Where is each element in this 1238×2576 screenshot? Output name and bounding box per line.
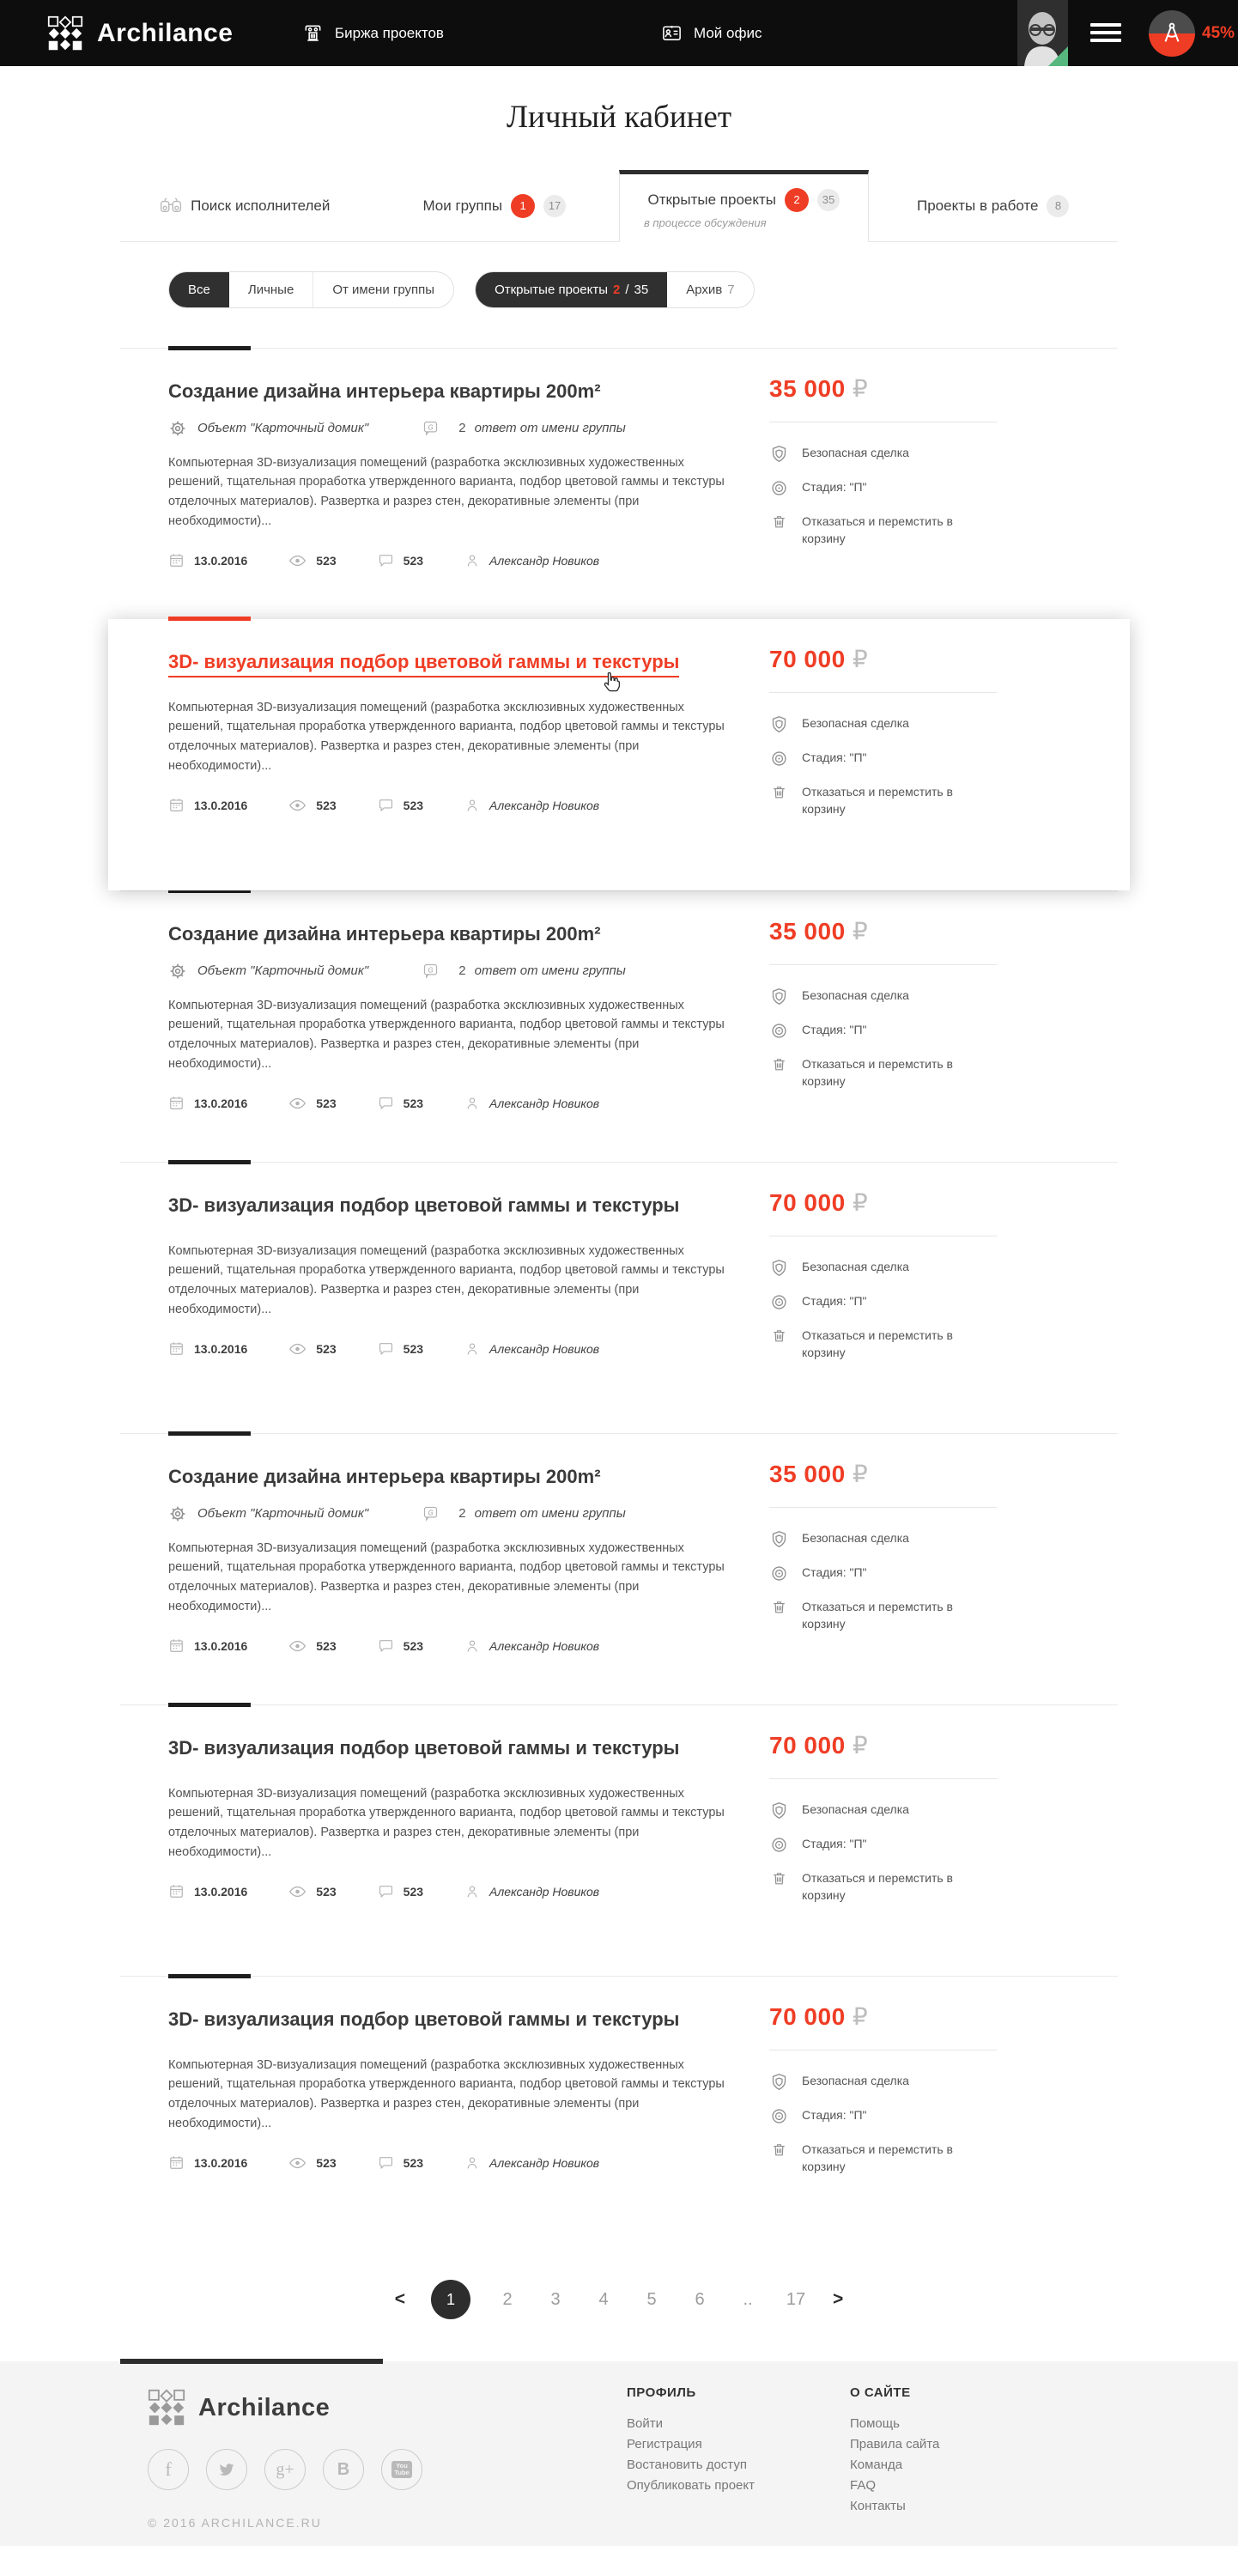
stage-action[interactable] bbox=[769, 1836, 997, 1854]
person-icon bbox=[464, 1341, 480, 1357]
filter-new-count: 2 bbox=[612, 283, 621, 297]
pagination-page-4[interactable]: 4 bbox=[598, 2289, 609, 2309]
date-value: 13.0.2016 bbox=[194, 2155, 248, 2170]
footer-link-publish-project[interactable]: Опубликовать проект bbox=[627, 2478, 755, 2493]
project-description: Компьютерная 3D-визуализация помещений (разработка эксклюзивных художественных решений, тщательная проработка утвержденного варианта, подбор цветовой гаммы и текстуры отделочных материалов). Развертка и разрез стен, декоративные элементы (при необходимости)... bbox=[168, 700, 725, 774]
price-currency: ₽ bbox=[852, 1732, 869, 1759]
author-item[interactable] bbox=[464, 1638, 599, 1654]
project-price bbox=[769, 645, 997, 693]
footer-profile-column bbox=[627, 2385, 755, 2496]
brand-name: Archilance bbox=[97, 18, 234, 47]
project-description: Компьютерная 3D-визуализация помещений (разработка эксклюзивных художественных решений, тщательная проработка утвержденного варианта, подбор цветовой гаммы и текстуры отделочных материалов). Развертка и разрез стен, декоративные элементы (при необходимости)... bbox=[168, 1786, 725, 1860]
date-value: 13.0.2016 bbox=[194, 1096, 248, 1110]
pagination-page-2[interactable]: 2 bbox=[502, 2289, 513, 2309]
project-title-link[interactable]: Создание дизайна интерьера квартиры 200m² bbox=[168, 380, 601, 402]
target-icon bbox=[769, 1022, 788, 1040]
person-icon bbox=[464, 553, 480, 568]
stage-action[interactable] bbox=[769, 1022, 997, 1040]
project-title-link[interactable]: 3D- визуализация подбор цветовой гаммы и текстуры bbox=[168, 651, 679, 677]
project-card[interactable] bbox=[120, 1976, 1118, 2247]
footer-column-title: О САЙТЕ bbox=[850, 2385, 911, 2400]
eye-icon bbox=[288, 1343, 306, 1355]
tab-search-contractors[interactable] bbox=[120, 170, 370, 242]
filter-archive[interactable] bbox=[667, 272, 753, 307]
tab-label: Мои группы bbox=[422, 197, 503, 214]
facebook-icon[interactable]: f bbox=[148, 2449, 189, 2490]
comments-count: 523 bbox=[403, 1096, 424, 1110]
comment-icon bbox=[378, 1638, 394, 1653]
filter-all[interactable] bbox=[169, 272, 229, 307]
trash-icon bbox=[769, 784, 788, 817]
author-item[interactable] bbox=[464, 553, 599, 568]
twitter-icon[interactable] bbox=[206, 2449, 247, 2490]
price-value: 70 000 bbox=[769, 2003, 846, 2030]
views-item bbox=[288, 1639, 336, 1653]
price-currency: ₽ bbox=[852, 2003, 869, 2030]
project-price bbox=[769, 1188, 997, 1236]
eye-icon bbox=[288, 1886, 306, 1898]
price-value: 70 000 bbox=[769, 1732, 846, 1759]
trash-action[interactable] bbox=[769, 784, 997, 817]
tab-my-groups[interactable] bbox=[370, 170, 620, 242]
project-title-link[interactable]: Создание дизайна интерьера квартиры 200m² bbox=[168, 1466, 601, 1487]
shield-icon bbox=[769, 1530, 788, 1548]
comment-icon bbox=[378, 798, 394, 812]
project-price bbox=[769, 1731, 997, 1779]
action-label: Безопасная сделка bbox=[802, 446, 909, 459]
project-card[interactable] bbox=[120, 348, 1118, 619]
filter-count: 7 bbox=[727, 283, 735, 297]
views-count: 523 bbox=[316, 1638, 337, 1653]
action-label: Стадия: "П" bbox=[802, 2108, 867, 2122]
gear-icon bbox=[168, 962, 187, 981]
eye-icon bbox=[288, 2157, 306, 2169]
svg-text:G: G bbox=[428, 966, 434, 975]
action-label: Стадия: "П" bbox=[802, 750, 867, 764]
comments-count: 523 bbox=[403, 798, 424, 812]
gear-icon bbox=[168, 1504, 187, 1523]
group-reply-icon bbox=[422, 1504, 440, 1522]
comments-item bbox=[378, 798, 423, 812]
target-icon bbox=[769, 1293, 788, 1311]
footer-brand[interactable] bbox=[148, 2389, 422, 2427]
profile-progress-gauge[interactable] bbox=[1149, 10, 1195, 57]
trash-icon bbox=[769, 2142, 788, 2175]
author-item[interactable] bbox=[464, 798, 599, 813]
footer-link-help[interactable]: Помощь bbox=[850, 2416, 900, 2431]
comments-item bbox=[378, 1096, 423, 1110]
object-label[interactable]: Объект "Карточный домик" bbox=[197, 1506, 369, 1521]
archilance-logo-icon bbox=[148, 2389, 185, 2427]
filter-label: От имени группы bbox=[332, 283, 435, 297]
date-item bbox=[168, 1637, 247, 1654]
youtube-icon[interactable]: You Tube bbox=[381, 2449, 422, 2490]
safe-deal-action[interactable] bbox=[769, 1530, 997, 1548]
comment-icon bbox=[378, 2155, 394, 2170]
nav-my-office-label: Мой офис bbox=[694, 24, 762, 41]
project-price bbox=[769, 1460, 997, 1508]
filter-on-behalf-of-group[interactable] bbox=[313, 272, 453, 307]
trash-icon bbox=[769, 1056, 788, 1090]
views-item bbox=[288, 1885, 336, 1899]
google-plus-icon[interactable]: g+ bbox=[264, 2449, 306, 2490]
action-label: Отказаться и перемстить в корзину bbox=[802, 1057, 953, 1088]
author-item[interactable] bbox=[464, 1884, 599, 1899]
mouse-cursor-pointer bbox=[602, 671, 622, 694]
user-avatar[interactable] bbox=[1017, 0, 1068, 66]
action-label: Безопасная сделка bbox=[802, 1260, 909, 1273]
shield-icon bbox=[769, 445, 788, 463]
trash-action[interactable] bbox=[769, 513, 997, 547]
trash-action[interactable] bbox=[769, 1056, 997, 1090]
views-count: 523 bbox=[316, 798, 337, 812]
filter-open-projects[interactable] bbox=[476, 272, 667, 307]
eye-icon bbox=[288, 555, 306, 567]
action-label: Стадия: "П" bbox=[802, 1023, 867, 1036]
shield-icon bbox=[769, 1259, 788, 1277]
footer-about-column bbox=[850, 2385, 939, 2517]
calendar-icon bbox=[168, 1883, 185, 1899]
trash-icon bbox=[769, 1599, 788, 1632]
project-card[interactable] bbox=[120, 1433, 1118, 1704]
views-count: 523 bbox=[316, 553, 337, 568]
footer-link-register[interactable]: Регистрация bbox=[627, 2437, 702, 2451]
date-item bbox=[168, 797, 247, 813]
social-links bbox=[148, 2449, 422, 2490]
action-label: Безопасная сделка bbox=[802, 2074, 909, 2087]
date-item bbox=[168, 1883, 247, 1899]
project-description: Компьютерная 3D-визуализация помещений (разработка эксклюзивных художественных решений, тщательная проработка утвержденного варианта, подбор цветовой гаммы и текстуры отделочных материалов). Развертка и разрез стен, декоративные элементы (при необходимости)... bbox=[168, 1243, 725, 1317]
views-item bbox=[288, 799, 336, 812]
price-currency: ₽ bbox=[852, 1461, 869, 1487]
person-icon bbox=[464, 2155, 480, 2171]
views-count: 523 bbox=[316, 1096, 337, 1110]
archilance-logo-icon bbox=[47, 15, 83, 52]
shield-icon bbox=[769, 987, 788, 1005]
views-count: 523 bbox=[316, 1884, 337, 1899]
group-reply-icon bbox=[422, 962, 440, 980]
comments-count: 523 bbox=[403, 1341, 424, 1356]
nav-my-office[interactable] bbox=[661, 0, 762, 66]
target-icon bbox=[769, 479, 788, 497]
comments-item bbox=[378, 553, 423, 568]
date-value: 13.0.2016 bbox=[194, 553, 248, 568]
comment-icon bbox=[378, 553, 394, 568]
tab-label: Проекты в работе bbox=[917, 197, 1039, 214]
trash-action[interactable] bbox=[769, 1870, 997, 1904]
comment-icon bbox=[378, 1884, 394, 1899]
tab-open-projects[interactable] bbox=[619, 170, 869, 242]
tab-bar bbox=[120, 170, 1118, 242]
author-item[interactable] bbox=[464, 2155, 599, 2171]
group-reply-icon bbox=[422, 419, 440, 437]
project-description: Компьютерная 3D-визуализация помещений (разработка эксклюзивных художественных решений, тщательная проработка утвержденного варианта, подбор цветовой гаммы и текстуры отделочных материалов). Развертка и разрез стен, декоративные элементы (при необходимости)... bbox=[168, 1540, 725, 1614]
project-price bbox=[769, 2002, 997, 2050]
tab-label: Открытые проекты bbox=[647, 191, 776, 208]
nav-project-market[interactable] bbox=[302, 0, 444, 66]
footer-link-login[interactable]: Войти bbox=[627, 2416, 663, 2431]
filter-separator: / bbox=[625, 283, 629, 297]
price-currency: ₽ bbox=[852, 1189, 869, 1216]
eye-icon bbox=[288, 1097, 306, 1109]
project-title-link[interactable]: 3D- визуализация подбор цветовой гаммы и текстуры bbox=[168, 2008, 680, 2030]
trash-action[interactable] bbox=[769, 2142, 997, 2175]
price-value: 35 000 bbox=[769, 1461, 846, 1487]
trash-icon bbox=[769, 1870, 788, 1904]
filter-personal[interactable] bbox=[229, 272, 313, 307]
action-label: Отказаться и перемстить в корзину bbox=[802, 785, 953, 816]
nav-project-market-label: Биржа проектов bbox=[335, 24, 444, 41]
footer-link-restore-access[interactable]: Востановить доступ bbox=[627, 2458, 747, 2472]
group-replies-count: 2 bbox=[458, 421, 466, 435]
date-value: 13.0.2016 bbox=[194, 1884, 248, 1899]
stage-action[interactable] bbox=[769, 750, 997, 768]
tab-subtitle: в процессе обсуждения bbox=[644, 216, 767, 229]
group-replies-label[interactable]: ответ от имени группы bbox=[474, 963, 626, 978]
project-description: Компьютерная 3D-визуализация помещений (разработка эксклюзивных художественных решений, тщательная проработка утвержденного варианта, подбор цветовой гаммы и текстуры отделочных материалов). Развертка и разрез стен, декоративные элементы (при необходимости)... bbox=[168, 998, 725, 1072]
calendar-icon bbox=[168, 552, 185, 568]
author-name: Александр Новиков bbox=[489, 1096, 600, 1110]
views-count: 523 bbox=[316, 1341, 337, 1356]
views-item bbox=[288, 2156, 336, 2170]
comments-count: 523 bbox=[403, 1884, 424, 1899]
svg-text:G: G bbox=[428, 423, 434, 432]
group-replies-label[interactable]: ответ от имени группы bbox=[474, 421, 626, 435]
pagination bbox=[120, 2280, 1118, 2319]
pagination-page-3[interactable]: 3 bbox=[550, 2289, 561, 2309]
author-name: Александр Новиков bbox=[489, 1884, 600, 1899]
author-item[interactable] bbox=[464, 1096, 599, 1111]
person-icon bbox=[464, 1096, 480, 1111]
project-price bbox=[769, 374, 997, 422]
date-value: 13.0.2016 bbox=[194, 1341, 248, 1356]
pagination-next[interactable]: > bbox=[833, 2289, 844, 2309]
behance-icon[interactable]: B bbox=[323, 2449, 364, 2490]
action-label: Отказаться и перемстить в корзину bbox=[802, 1871, 953, 1902]
project-description: Компьютерная 3D-визуализация помещений (разработка эксклюзивных художественных решений, тщательная проработка утвержденного варианта, подбор цветовой гаммы и текстуры отделочных материалов). Развертка и разрез стен, декоративные элементы (при необходимости)... bbox=[168, 455, 725, 529]
group-replies-label[interactable]: ответ от имени группы bbox=[474, 1506, 626, 1521]
views-item bbox=[288, 1342, 336, 1356]
pagination-page-6[interactable]: 6 bbox=[695, 2289, 705, 2309]
eye-icon bbox=[288, 799, 306, 811]
price-value: 70 000 bbox=[769, 1189, 846, 1216]
date-item bbox=[168, 552, 247, 568]
comment-icon bbox=[378, 1341, 394, 1356]
target-icon bbox=[769, 1564, 788, 1583]
safe-deal-action[interactable] bbox=[769, 445, 997, 463]
project-title-link[interactable]: Создание дизайна интерьера квартиры 200m² bbox=[168, 923, 601, 945]
state-filter-group bbox=[475, 271, 755, 308]
project-card-hovered[interactable] bbox=[108, 619, 1130, 890]
copyright: © 2016 ARCHILANCE.RU bbox=[148, 2516, 322, 2530]
project-title-link[interactable]: 3D- визуализация подбор цветовой гаммы и текстуры bbox=[168, 1737, 680, 1759]
badge-card-icon bbox=[661, 22, 683, 44]
tab-label: Поиск исполнителей bbox=[191, 197, 331, 214]
calendar-icon bbox=[168, 797, 185, 813]
column-icon bbox=[302, 22, 324, 44]
footer bbox=[0, 2361, 1238, 2546]
calendar-icon bbox=[168, 1095, 185, 1111]
author-name: Александр Новиков bbox=[489, 1341, 600, 1356]
page-title: Личный кабинет bbox=[506, 100, 732, 135]
filter-bar bbox=[120, 271, 1118, 308]
stage-action[interactable] bbox=[769, 2107, 997, 2125]
price-value: 35 000 bbox=[769, 918, 846, 945]
hamburger-menu-icon[interactable] bbox=[1090, 23, 1121, 46]
footer-brand-name: Archilance bbox=[198, 2393, 331, 2421]
author-item[interactable] bbox=[464, 1341, 599, 1357]
action-label: Стадия: "П" bbox=[802, 1565, 867, 1579]
project-title-link[interactable]: 3D- визуализация подбор цветовой гаммы и текстуры bbox=[168, 1194, 680, 1216]
person-icon bbox=[464, 1884, 480, 1899]
views-count: 523 bbox=[316, 2155, 337, 2170]
action-label: Отказаться и перемстить в корзину bbox=[802, 1328, 953, 1359]
trash-action[interactable] bbox=[769, 1599, 997, 1632]
project-card[interactable] bbox=[120, 890, 1118, 1162]
action-label: Безопасная сделка bbox=[802, 988, 909, 1002]
filter-label: Все bbox=[188, 283, 210, 297]
author-name: Александр Новиков bbox=[489, 798, 600, 812]
footer-link-faq[interactable]: FAQ bbox=[850, 2478, 877, 2493]
views-item bbox=[288, 554, 336, 568]
pagination-page-5[interactable]: 5 bbox=[646, 2289, 657, 2309]
target-icon bbox=[769, 2107, 788, 2125]
eye-icon bbox=[288, 1640, 306, 1652]
group-replies-count: 2 bbox=[458, 963, 466, 978]
gear-icon bbox=[168, 419, 187, 438]
trash-icon bbox=[769, 1327, 788, 1361]
stage-action[interactable] bbox=[769, 1564, 997, 1583]
date-item bbox=[168, 1340, 247, 1357]
calendar-icon bbox=[168, 2154, 185, 2171]
brand-logo[interactable] bbox=[47, 15, 233, 52]
filter-total-count: 35 bbox=[634, 283, 649, 297]
date-value: 13.0.2016 bbox=[194, 1638, 248, 1653]
filter-label: Открытые проекты bbox=[495, 283, 608, 297]
footer-link-rules[interactable]: Правила сайта bbox=[850, 2437, 940, 2451]
comments-item bbox=[378, 1884, 423, 1899]
pagination-page-1[interactable]: 1 bbox=[431, 2280, 470, 2319]
comments-item bbox=[378, 2155, 423, 2170]
action-label: Стадия: "П" bbox=[802, 1837, 867, 1850]
binoculars-icon bbox=[160, 197, 182, 215]
project-list bbox=[120, 348, 1118, 2247]
drafting-compass-icon bbox=[1159, 21, 1185, 46]
shield-icon bbox=[769, 1801, 788, 1820]
project-card[interactable] bbox=[120, 1704, 1118, 1976]
action-label: Стадия: "П" bbox=[802, 1294, 867, 1308]
comments-count: 523 bbox=[403, 553, 424, 568]
stage-action[interactable] bbox=[769, 1293, 997, 1311]
action-label: Безопасная сделка bbox=[802, 716, 909, 730]
object-label[interactable]: Объект "Карточный домик" bbox=[197, 963, 369, 978]
new-count-badge: 1 bbox=[511, 194, 535, 218]
calendar-icon bbox=[168, 1340, 185, 1357]
price-currency: ₽ bbox=[852, 646, 869, 672]
scope-filter-group bbox=[168, 271, 454, 308]
date-item bbox=[168, 1095, 247, 1111]
author-name: Александр Новиков bbox=[489, 553, 600, 568]
action-label: Безопасная сделка bbox=[802, 1531, 909, 1545]
object-label[interactable]: Объект "Карточный домик" bbox=[197, 421, 369, 435]
target-icon bbox=[769, 1836, 788, 1854]
project-card[interactable] bbox=[120, 1162, 1118, 1433]
trash-icon bbox=[769, 513, 788, 547]
filter-label: Архив bbox=[686, 283, 723, 297]
tab-projects-in-work[interactable] bbox=[869, 170, 1119, 242]
target-icon bbox=[769, 750, 788, 768]
date-item bbox=[168, 2154, 247, 2171]
trash-action[interactable] bbox=[769, 1327, 997, 1361]
safe-deal-action[interactable] bbox=[769, 2073, 997, 2091]
comments-item bbox=[378, 1341, 423, 1356]
pagination-ellipsis: .. bbox=[743, 2289, 753, 2309]
comments-item bbox=[378, 1638, 423, 1653]
stage-action[interactable] bbox=[769, 479, 997, 497]
shield-icon bbox=[769, 715, 788, 733]
pagination-page-17[interactable]: 17 bbox=[786, 2289, 806, 2309]
pagination-prev[interactable]: < bbox=[394, 2289, 405, 2309]
project-price bbox=[769, 917, 997, 965]
price-value: 35 000 bbox=[769, 375, 846, 402]
shield-icon bbox=[769, 2073, 788, 2091]
footer-link-contacts[interactable]: Контакты bbox=[850, 2499, 906, 2513]
views-item bbox=[288, 1097, 336, 1110]
comment-icon bbox=[378, 1096, 394, 1110]
action-label: Отказаться и перемстить в корзину bbox=[802, 2142, 953, 2173]
total-count-badge: 8 bbox=[1047, 195, 1069, 217]
footer-link-team[interactable]: Команда bbox=[850, 2458, 903, 2472]
total-count-badge: 17 bbox=[543, 195, 566, 217]
price-currency: ₽ bbox=[852, 918, 869, 945]
comments-count: 523 bbox=[403, 2155, 424, 2170]
safe-deal-action[interactable] bbox=[769, 1801, 997, 1820]
price-value: 70 000 bbox=[769, 646, 846, 672]
person-icon bbox=[464, 1638, 480, 1654]
safe-deal-action[interactable] bbox=[769, 715, 997, 733]
svg-text:G: G bbox=[428, 1509, 434, 1517]
price-currency: ₽ bbox=[852, 375, 869, 402]
safe-deal-action[interactable] bbox=[769, 987, 997, 1005]
calendar-icon bbox=[168, 1637, 185, 1654]
total-count-badge: 35 bbox=[817, 189, 840, 211]
safe-deal-action[interactable] bbox=[769, 1259, 997, 1277]
person-icon bbox=[464, 798, 480, 813]
new-count-badge: 2 bbox=[785, 188, 809, 212]
top-header bbox=[0, 0, 1238, 66]
author-name: Александр Новиков bbox=[489, 1638, 600, 1653]
action-label: Стадия: "П" bbox=[802, 480, 867, 494]
filter-label: Личные bbox=[247, 283, 294, 297]
date-value: 13.0.2016 bbox=[194, 798, 248, 812]
author-name: Александр Новиков bbox=[489, 2155, 600, 2170]
action-label: Отказаться и перемстить в корзину bbox=[802, 514, 953, 545]
profile-progress-percent: 45% bbox=[1202, 24, 1235, 42]
group-replies-count: 2 bbox=[458, 1506, 466, 1521]
action-label: Безопасная сделка bbox=[802, 1802, 909, 1816]
comments-count: 523 bbox=[403, 1638, 424, 1653]
footer-column-title: ПРОФИЛЬ bbox=[627, 2385, 696, 2400]
project-description: Компьютерная 3D-визуализация помещений (разработка эксклюзивных художественных решений, тщательная проработка утвержденного варианта, подбор цветовой гаммы и текстуры отделочных материалов). Развертка и разрез стен, декоративные элементы (при необходимости)... bbox=[168, 2057, 725, 2131]
action-label: Отказаться и перемстить в корзину bbox=[802, 1600, 953, 1631]
